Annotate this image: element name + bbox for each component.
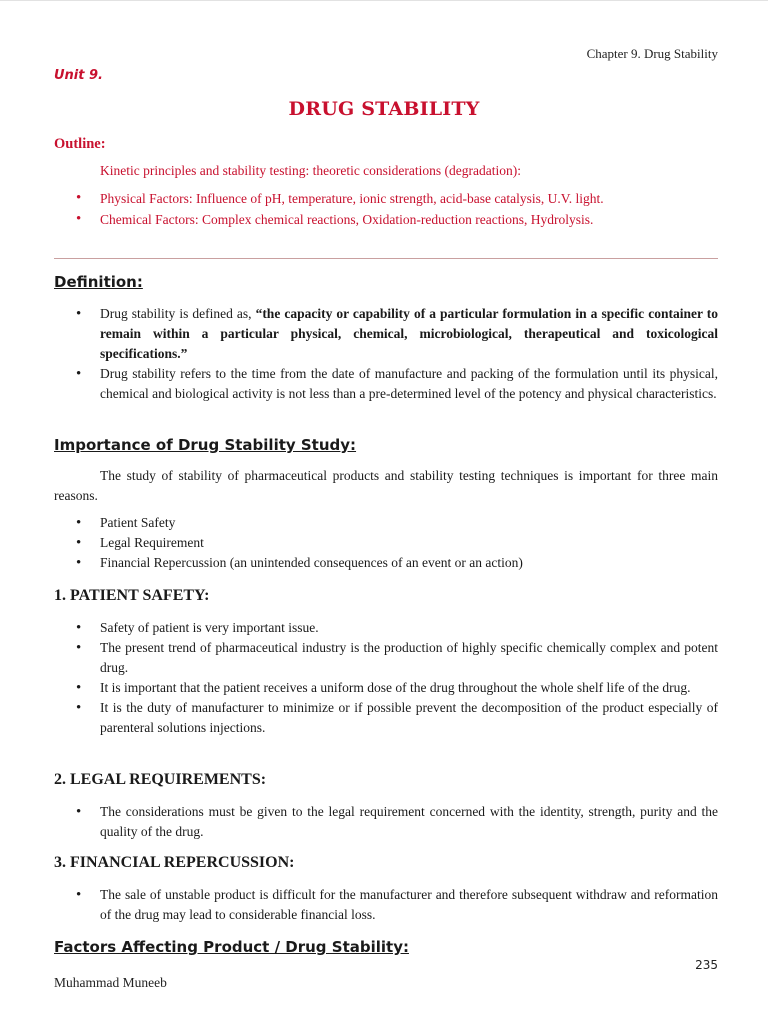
- list-item: • Physical Factors: Influence of pH, temperature, ionic strength, acid-base catalysis, U.V. light.: [54, 188, 718, 209]
- list-item: • Legal Requirement: [54, 533, 718, 553]
- chapter-header: Chapter 9. Drug Stability: [586, 46, 718, 61]
- definition-heading: Definition:: [54, 273, 143, 291]
- list-item: • The present trend of pharmaceutical industry is the production of highly specific chemically complex and potent drug.: [54, 638, 718, 678]
- list-item: • The considerations must be given to the legal requirement concerned with the identity, strength, purity and the quality of the drug.: [54, 802, 718, 842]
- financial-heading: 3. FINANCIAL REPERCUSSION:: [54, 854, 295, 871]
- unit-label: Unit 9.: [54, 68, 103, 83]
- factors-heading: Factors Affecting Product / Drug Stability:: [54, 938, 409, 956]
- list-item: • Financial Repercussion (an unintended consequences of an event or an action): [54, 553, 718, 573]
- legal-heading: 2. LEGAL REQUIREMENTS:: [54, 771, 267, 788]
- divider: [54, 258, 718, 259]
- list-item: • Chemical Factors: Complex chemical reactions, Oxidation-reduction reactions, Hydrolysis.: [54, 209, 718, 230]
- definition-list: [54, 304, 718, 404]
- patient-safety-list: [54, 618, 718, 738]
- list-item: • Patient Safety: [54, 513, 718, 533]
- list-item: • Safety of patient is very important issue.: [54, 618, 718, 638]
- importance-heading: Importance of Drug Stability Study:: [54, 436, 357, 454]
- list-item: [54, 304, 718, 364]
- page-number: 235: [695, 958, 718, 972]
- list-item: • It is the duty of manufacturer to minimize or if possible prevent the decomposition of the product especially of parenteral solutions injections.: [54, 698, 718, 738]
- financial-list: [54, 885, 718, 925]
- list-item: • Drug stability refers to the time from the date of manufacture and packing of the formulation until its physical, chemical and biological activity is not less than a pre-determined level of the potency and physical characteristics.: [54, 364, 718, 404]
- list-item: • It is important that the patient receives a uniform dose of the drug throughout the whole shelf life of the drug.: [54, 678, 718, 698]
- page-title: DRUG STABILITY: [288, 98, 480, 120]
- patient-safety-heading: 1. PATIENT SAFETY:: [54, 587, 210, 604]
- definition-text: Drug stability is defined as,: [100, 306, 256, 321]
- list-item: • The sale of unstable product is difficult for the manufacturer and therefore subsequent withdraw and reformation of the drug may lead to considerable financial loss.: [54, 885, 718, 925]
- author: Muhammad Muneeb: [54, 975, 167, 990]
- importance-paragraph: The study of stability of pharmaceutical products and stability testing techniques is important for three main reasons.: [54, 468, 718, 503]
- outline-list: [54, 188, 718, 230]
- outline-intro: Kinetic principles and stability testing: theoretic considerations (degradation):: [100, 163, 522, 178]
- importance-list: [54, 513, 718, 573]
- legal-list: [54, 802, 718, 842]
- outline-label: Outline:: [54, 136, 106, 152]
- definition-quote: “the capacity or capability of a particular formulation in a specific container to remain within a particular physical, chemical, microbiological, therapeutical and toxicological specifications.”: [100, 306, 718, 361]
